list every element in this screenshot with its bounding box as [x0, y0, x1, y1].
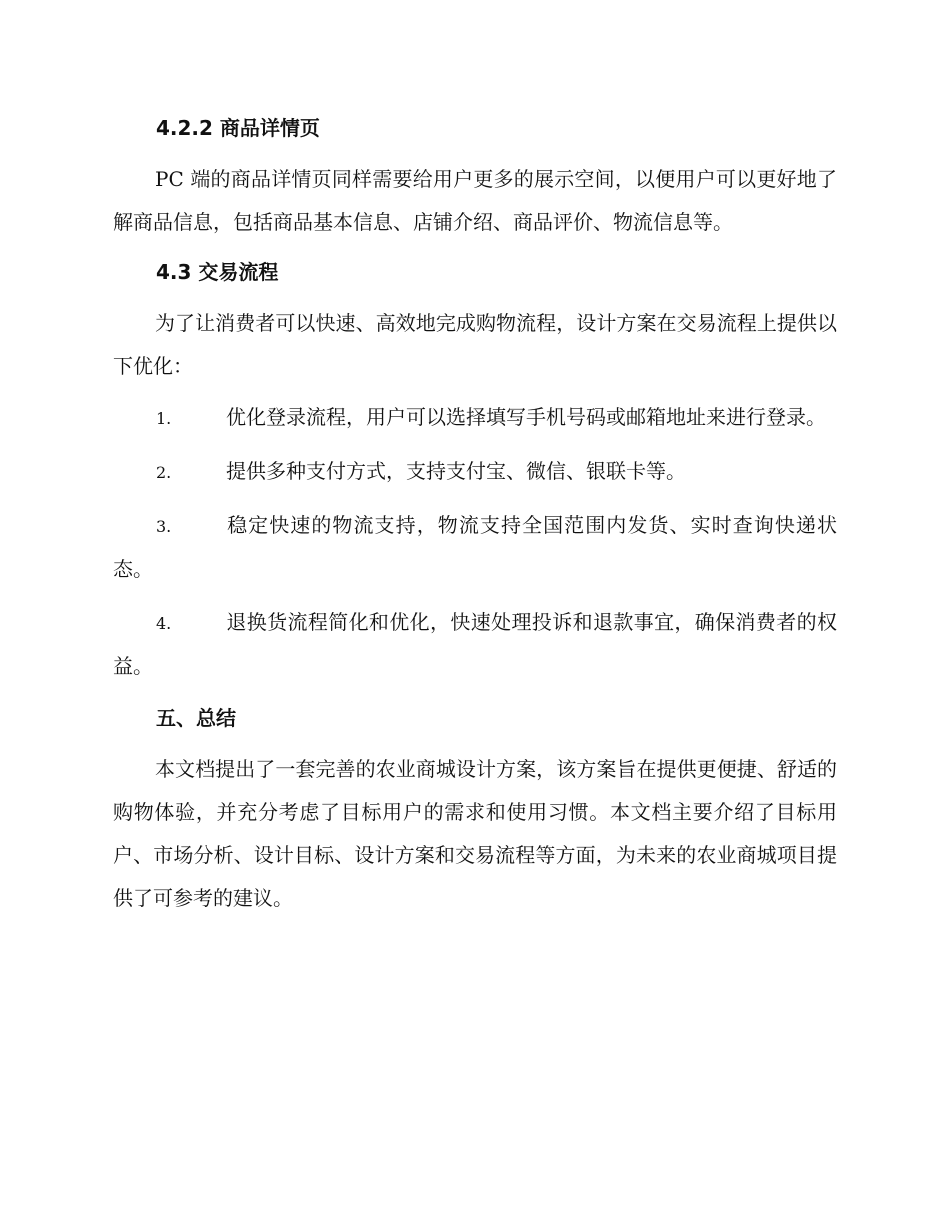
- list-item: [113, 396, 837, 440]
- paragraph-product-detail: PC 端的商品详情页同样需要给用户更多的展示空间，以便用户可以更好地了解商品信息，包括商品基本信息、店铺介绍、商品评价、物流信息等。: [113, 167, 837, 234]
- section-heading-transaction-flow: 4.3 交易流程: [156, 260, 279, 284]
- paragraph-transaction-intro: 为了让消费者可以快速、高效地完成购物流程，设计方案在交易流程上提供以下优化：: [113, 311, 837, 378]
- list-item-text: 退换货流程简化和优化，快速处理投诉和退款事宜，确保消费者的权益。: [113, 610, 837, 678]
- section-heading-product-detail: 4.2.2 商品详情页: [156, 116, 320, 140]
- list-number: 3.: [156, 517, 172, 536]
- list-item: [113, 601, 837, 688]
- document-body: [113, 108, 837, 928]
- paragraph-summary: 本文档提出了一套完善的农业商城设计方案，该方案旨在提供更便捷、舒适的购物体验，并充分考虑了目标用户的需求和使用习惯。本文档主要介绍了目标用户、市场分析、设计目标、设计方案和交易流程等方面，为未来的农业商城项目提供了可参考的建议。: [113, 757, 837, 910]
- list-item-text: 稳定快速的物流支持，物流支持全国范围内发货、实时查询快递状态。: [113, 513, 837, 581]
- list-number: 4.: [156, 614, 172, 633]
- list-number: 1.: [156, 409, 172, 428]
- list-item-text: 提供多种支付方式，支持支付宝、微信、银联卡等。: [226, 459, 686, 483]
- section-heading-summary: 五、总结: [156, 706, 236, 730]
- list-item: [113, 450, 837, 494]
- list-number: 2.: [156, 463, 172, 482]
- list-item: [113, 504, 837, 591]
- list-item-text: 优化登录流程，用户可以选择填写手机号码或邮箱地址来进行登录。: [226, 405, 826, 429]
